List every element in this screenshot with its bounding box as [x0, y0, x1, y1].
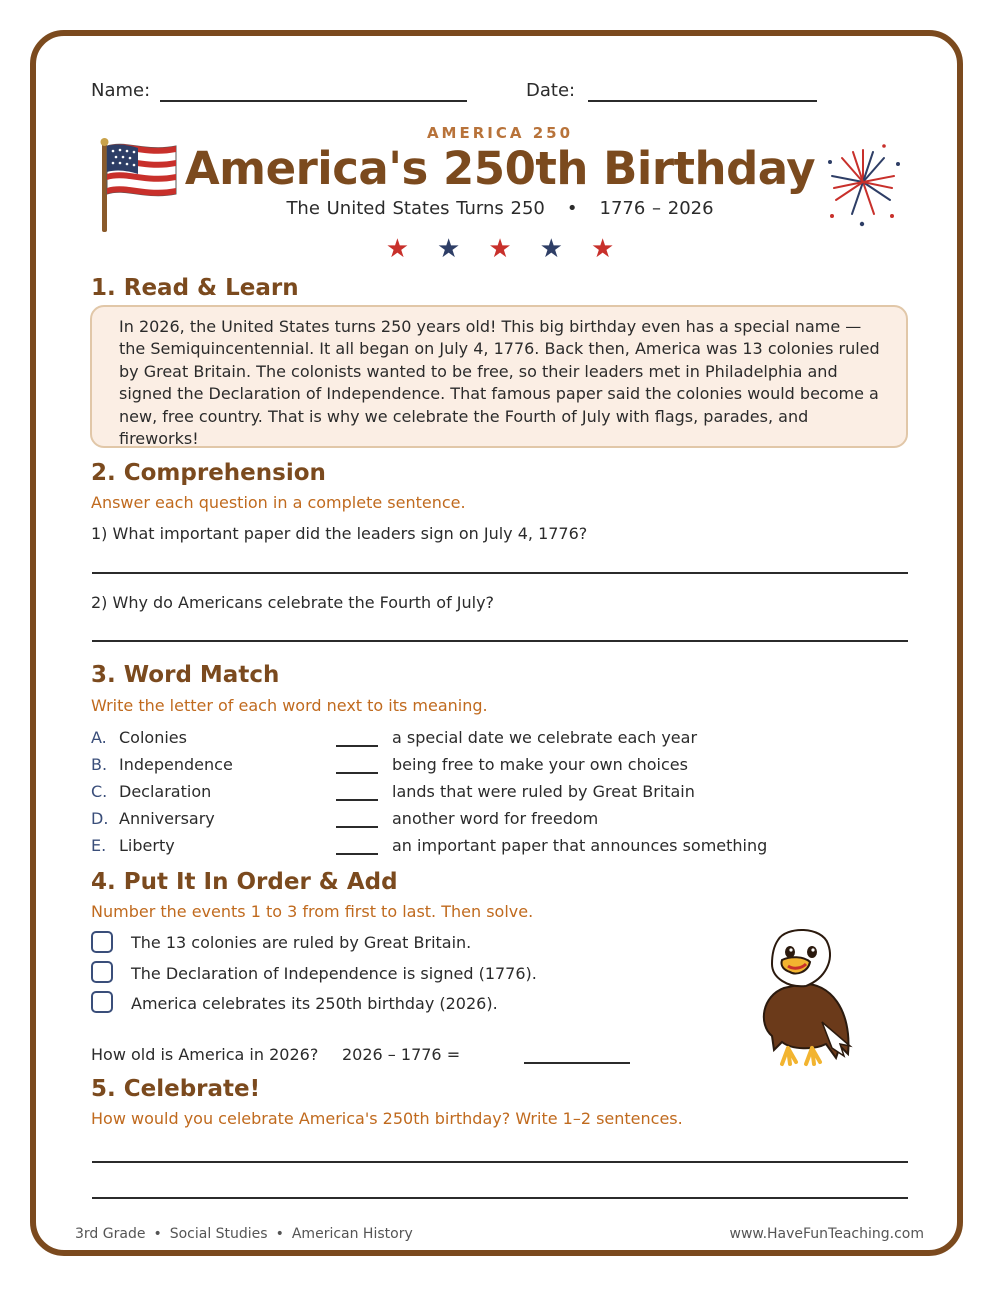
- reading-passage: In 2026, the United States turns 250 years old! This big birthday even has a special name — the Semiquincentennial. It all began on July 4, 1776. Back then, America was 13 colonies ruled by Great Britain. The colonists wanted to be free, so their leaders met in Philadelphia and signed the Declaration of Independence. That famous paper said the colonies would become a new, free country. That is why we celebrate the Fourth of July with flags, parades, and fireworks!: [90, 305, 908, 448]
- section-heading-read-learn: 1. Read & Learn: [91, 275, 299, 301]
- subtitle-years: 1776 – 2026: [599, 198, 714, 219]
- date-label: Date:: [526, 80, 576, 101]
- event-label-2: The Declaration of Independence is signed (1776).: [131, 964, 537, 983]
- word-item: Anniversary: [119, 809, 215, 828]
- footer-bullet: •: [275, 1226, 284, 1242]
- footer-website-link[interactable]: www.HaveFunTeaching.com: [729, 1226, 924, 1242]
- celebrate-answer-line-1[interactable]: [92, 1161, 908, 1163]
- footer-tags: [75, 1226, 413, 1242]
- match-blank[interactable]: [336, 826, 378, 828]
- definition-item: lands that were ruled by Great Britain: [392, 782, 695, 801]
- star-icon: ★: [437, 234, 461, 264]
- section-heading-celebrate: 5. Celebrate!: [91, 1076, 261, 1102]
- section-heading-word-match: 3. Word Match: [91, 662, 280, 688]
- match-blank[interactable]: [336, 853, 378, 855]
- star-icon: ★: [590, 234, 615, 264]
- name-label: Name:: [91, 80, 151, 101]
- word-letter: D.: [91, 809, 109, 828]
- celebrate-instructions: How would you celebrate America's 250th birthday? Write 1–2 sentences.: [91, 1109, 683, 1128]
- name-field[interactable]: [160, 100, 467, 102]
- page-title: America's 250th Birthday: [184, 142, 816, 195]
- word-item: Declaration: [119, 782, 212, 801]
- match-blank[interactable]: [336, 745, 378, 747]
- definition-item: another word for freedom: [392, 809, 599, 828]
- date-field[interactable]: [588, 100, 817, 102]
- word-match-instructions: Write the letter of each word next to its meaning.: [91, 696, 488, 715]
- star-row: [0, 234, 1000, 264]
- event-label-1: The 13 colonies are ruled by Great Britain.: [131, 933, 472, 952]
- order-checkbox-3[interactable]: [91, 991, 113, 1013]
- star-icon: ★: [488, 234, 512, 264]
- section-heading-put-in-order: 4. Put It In Order & Add: [91, 869, 398, 895]
- word-item: Liberty: [119, 836, 175, 855]
- order-checkbox-1[interactable]: [91, 931, 113, 953]
- answer-line-1[interactable]: [92, 572, 908, 574]
- match-blank[interactable]: [336, 772, 378, 774]
- fireworks-icon: [822, 142, 904, 230]
- definition-item: being free to make your own choices: [392, 755, 688, 774]
- bald-eagle-icon: [752, 926, 856, 1068]
- star-icon: ★: [539, 234, 563, 264]
- subtitle-text: The United States Turns 250: [286, 198, 545, 219]
- footer-grade: 3rd Grade: [75, 1226, 146, 1242]
- kicker-text: AMERICA 250: [426, 124, 574, 142]
- definition-item: a special date we celebrate each year: [392, 728, 698, 747]
- question-2: 2) Why do Americans celebrate the Fourth of July?: [91, 593, 495, 612]
- question-1: 1) What important paper did the leaders sign on July 4, 1776?: [91, 524, 588, 543]
- footer-topic: American History: [291, 1226, 413, 1242]
- word-letter: B.: [91, 755, 108, 774]
- math-expression: 2026 – 1776 =: [342, 1045, 461, 1064]
- definition-item: an important paper that announces something: [392, 836, 768, 855]
- match-blank[interactable]: [336, 799, 378, 801]
- event-label-3: America celebrates its 250th birthday (2026).: [131, 994, 498, 1013]
- subtitle-bullet: •: [566, 198, 578, 219]
- footer-bullet: •: [153, 1226, 162, 1242]
- word-letter: E.: [91, 836, 107, 855]
- word-item: Independence: [119, 755, 233, 774]
- word-letter: C.: [91, 782, 108, 801]
- section-heading-comprehension: 2. Comprehension: [91, 460, 326, 486]
- math-question: How old is America in 2026?: [91, 1045, 319, 1064]
- answer-line-2[interactable]: [92, 640, 908, 642]
- math-answer-blank[interactable]: [524, 1062, 630, 1064]
- comprehension-instructions: Answer each question in a complete sentence.: [91, 493, 466, 512]
- celebrate-answer-line-2[interactable]: [92, 1197, 908, 1199]
- order-instructions: Number the events 1 to 3 from first to last. Then solve.: [91, 902, 534, 921]
- order-checkbox-2[interactable]: [91, 961, 113, 983]
- word-item: Colonies: [119, 728, 187, 747]
- star-icon: ★: [385, 234, 410, 264]
- footer-subject: Social Studies: [169, 1226, 268, 1242]
- word-letter: A.: [91, 728, 107, 747]
